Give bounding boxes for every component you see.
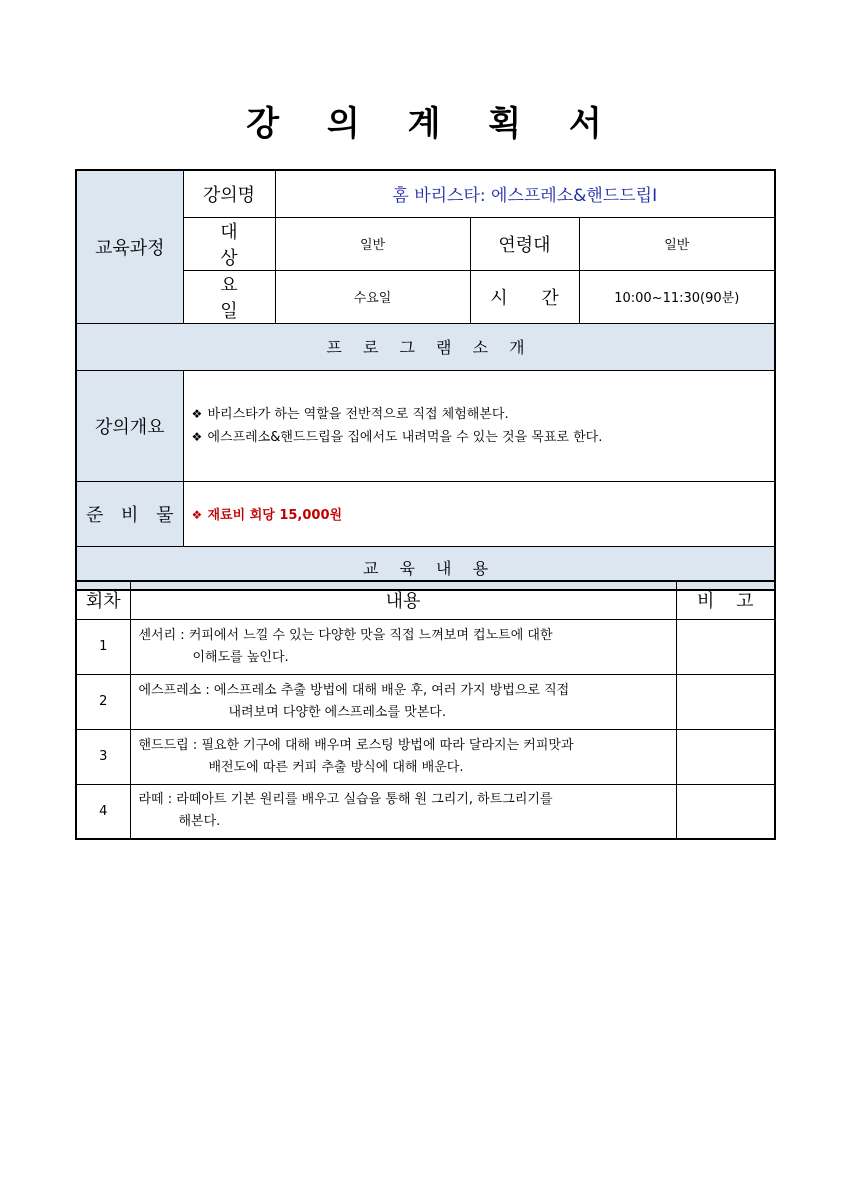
day-label: 요 일 <box>183 270 275 323</box>
course-plan-table <box>75 169 776 591</box>
session-remark <box>676 729 775 784</box>
course-section-label: 교육과정 <box>76 170 183 323</box>
education-content-table <box>75 580 776 840</box>
age-group-label: 연령대 <box>470 217 579 270</box>
session-content: 에스프레소 : 에스프레소 추출 방법에 대해 배운 후, 여러 가지 방법으로 직접 내려보며 다양한 에스프레소를 맛본다. <box>130 674 676 729</box>
session-number: 1 <box>76 619 130 674</box>
overview-content <box>183 370 775 481</box>
education-heading: 교 육 내 용 <box>76 546 775 590</box>
course-name-label: 강의명 <box>183 170 275 217</box>
document-title: 강 의 계 획 서 <box>246 104 620 144</box>
time-value: 10:00~11:30(90분) <box>579 270 775 323</box>
session-remark <box>676 674 775 729</box>
table-row <box>76 729 775 784</box>
prep-content <box>183 481 775 546</box>
session-content: 센서리 : 커피에서 느낄 수 있는 다양한 맛을 직접 느껴보며 컵노트에 대한 이해도를 높인다. <box>130 619 676 674</box>
diamond-bullet-icon: ❖ <box>191 406 203 421</box>
age-group-value: 일반 <box>579 217 775 270</box>
target-label: 대 상 <box>183 217 275 270</box>
overview-label: 강의개요 <box>76 370 183 481</box>
overview-item: ❖ 바리스타가 하는 역할을 전반적으로 직접 체험해본다. <box>192 403 775 426</box>
session-column-header: 회차 <box>76 581 130 619</box>
session-remark <box>676 784 775 839</box>
prep-label: 준 비 물 <box>76 481 183 546</box>
course-name-value: 홈 바리스타: 에스프레소&핸드드립Ⅰ <box>275 170 775 217</box>
day-value: 수요일 <box>275 270 470 323</box>
diamond-bullet-icon: ❖ <box>191 429 203 444</box>
session-content: 핸드드립 : 필요한 기구에 대해 배우며 로스팅 방법에 따라 달라지는 커피맛과 배전도에 따른 커피 추출 방식에 대해 배운다. <box>130 729 676 784</box>
time-label: 시 간 <box>470 270 579 323</box>
session-content: 라떼 : 라떼아트 기본 원리를 배우고 실습을 통해 원 그리기, 하트그리기를 해본다. <box>130 784 676 839</box>
session-number: 4 <box>76 784 130 839</box>
diamond-bullet-icon: ❖ <box>191 508 203 522</box>
table-row <box>76 784 775 839</box>
session-number: 2 <box>76 674 130 729</box>
program-heading: 프 로 그 램 소 개 <box>76 323 775 370</box>
table-row <box>76 619 775 674</box>
prep-value: 재료비 회당 15,000원 <box>207 508 343 523</box>
session-number: 3 <box>76 729 130 784</box>
overview-item: ❖ 에스프레소&핸드드립을 집에서도 내려먹을 수 있는 것을 목표로 한다. <box>192 426 775 449</box>
content-column-header: 내용 <box>130 581 676 619</box>
remark-column-header: 비 고 <box>676 581 775 619</box>
target-value: 일반 <box>275 217 470 270</box>
table-row <box>76 674 775 729</box>
session-remark <box>676 619 775 674</box>
